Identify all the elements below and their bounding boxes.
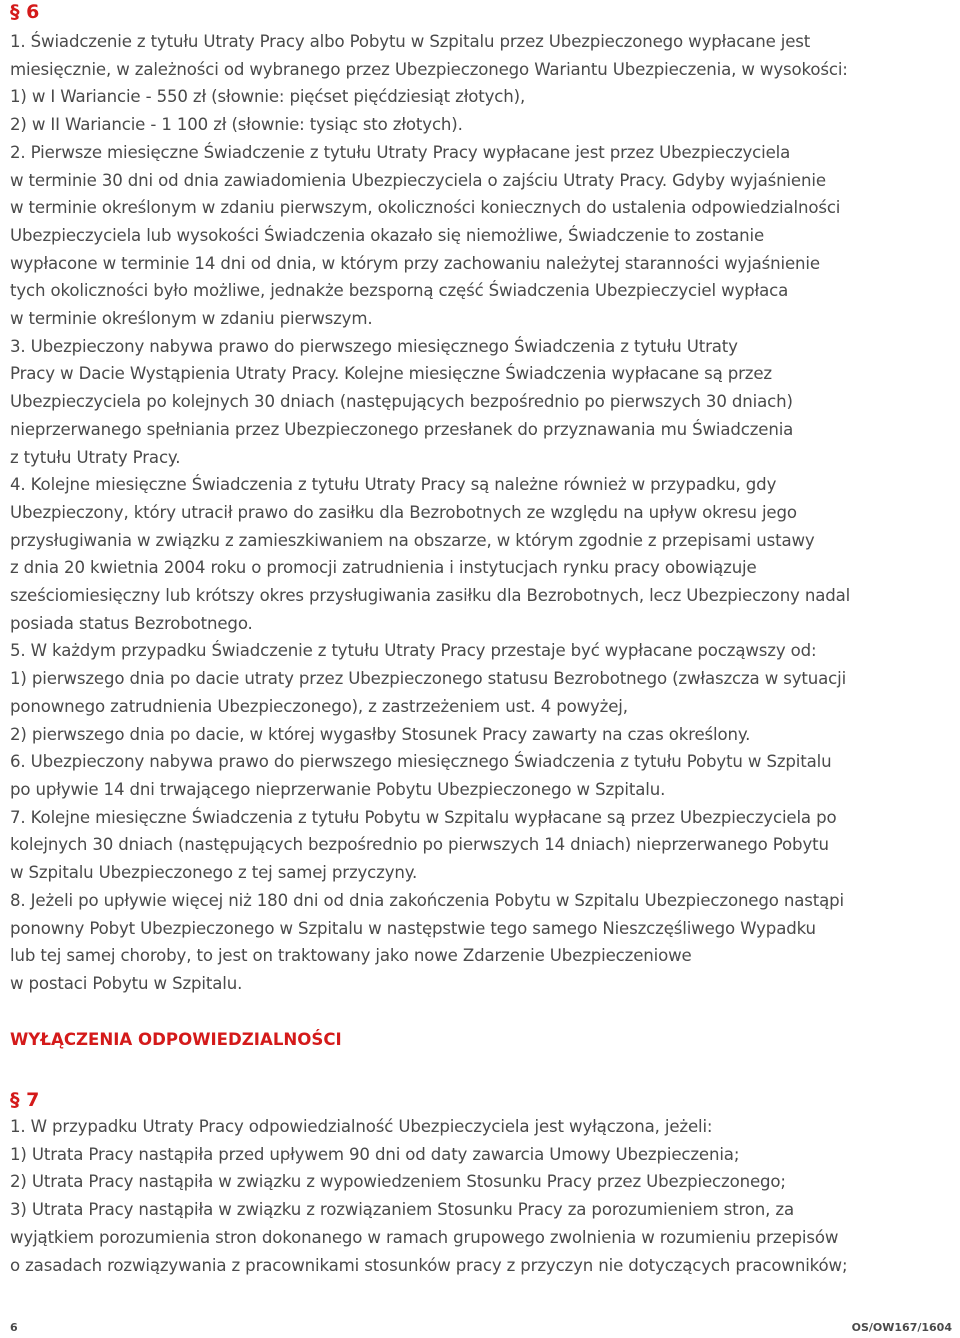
text-line: tych okoliczności było możliwe, jednakże bezsporną część Świadczenia Ubezpieczyciel wypłaca [10,281,789,301]
text-line: w Szpitalu Ubezpieczonego z tej samej przyczyny. [10,863,418,883]
text-line: posiada status Bezrobotnego. [10,613,253,633]
text-line: wypłacone w terminie 14 dni od dnia, w którym przy zachowaniu należytej staranności wyjaśnienie [10,253,820,273]
text-line: kolejnych 30 dniach (następujących bezpośrednio po pierwszych 14 dniach) nieprzerwanego Pobytu [10,835,829,855]
text-line: sześciomiesięczny lub krótszy okres przysługiwania zasiłku dla Bezrobotnych, lecz Ubezpieczony nadal [10,586,851,606]
text-line: 2) Utrata Pracy nastąpiła w związku z wypowiedzeniem Stosunku Pracy przez Ubezpieczonego; [10,1172,786,1192]
text-line: 1) w I Wariancie - 550 zł (słownie: pięćset pięćdziesiąt złotych), [10,87,526,107]
text-line: z dnia 20 kwietnia 2004 roku o promocji zatrudnienia i instytucjach rynku pracy obowiązuje [10,558,757,578]
text-line: 8. Jeżeli po upływie więcej niż 180 dni od dnia zakończenia Pobytu w Szpitalu Ubezpieczonego nastąpi [10,890,844,910]
text-line: 7. Kolejne miesięczne Świadczenia z tytułu Pobytu w Szpitalu wypłacane są przez Ubezpieczyciela po [10,807,837,827]
text-line: przysługiwania w związku z zamieszkiwaniem na obszarze, w którym zgodnie z przepisami ustawy [10,530,815,550]
text-line: po upływie 14 dni trwającego nieprzerwanie Pobytu Ubezpieczonego w Szpitalu. [10,779,666,799]
text-line: 1. W przypadku Utraty Pracy odpowiedzialność Ubezpieczyciela jest wyłączona, jeżeli: [10,1117,713,1136]
text-line: Pracy w Dacie Wystąpienia Utraty Pracy. Kolejne miesięczne Świadczenia wypłacane są przez [10,364,772,384]
text-line: Ubezpieczony, który utracił prawo do zasiłku dla Bezrobotnych ze względu na upływ okresu jego [10,502,797,522]
text-line: 6. Ubezpieczony nabywa prawo do pierwszego miesięcznego Świadczenia z tytułu Pobytu w Szpitalu [10,752,832,772]
footer-page-number: 6 [10,1321,18,1334]
text-line: 2) pierwszego dnia po dacie, w której wygasłby Stosunek Pracy zawarty na czas określony. [10,724,751,744]
text-line: 3. Ubezpieczony nabywa prawo do pierwszego miesięcznego Świadczenia z tytułu Utraty [10,336,738,356]
text-line: 2. Pierwsze miesięczne Świadczenie z tytułu Utraty Pracy wypłacane jest przez Ubezpieczyciela [10,142,791,162]
text-line: lub tej samej choroby, to jest on traktowany jako nowe Zdarzenie Ubezpieczeniowe [10,946,692,966]
section-7-body [10,1113,955,1279]
text-line: Ubezpieczyciela po kolejnych 30 dniach (następujących bezpośrednio po pierwszych 30 dniach) [10,392,793,412]
text-line: w terminie 30 dni od dnia zawiadomienia Ubezpieczyciela o zajściu Utraty Pracy. Gdyby wyjaśnienie [10,170,826,190]
section-6-body [10,28,955,998]
text-line: wyjątkiem porozumienia stron dokonanego w ramach grupowego zwolnienia w rozumieniu przepisów [10,1227,839,1247]
text-line: nieprzerwanego spełniania przez Ubezpieczonego przesłanek do przyznawania mu Świadczenia [10,419,794,439]
text-line: ponowny Pobyt Ubezpieczonego w Szpitalu w następstwie tego samego Nieszczęśliwego Wypadku [10,918,816,938]
section-6-mark: § 6 [10,1,40,23]
text-line: z tytułu Utraty Pracy. [10,447,181,467]
text-line: 1) pierwszego dnia po dacie utraty przez Ubezpieczonego statusu Bezrobotnego (zwłaszcza w sytuacji [10,669,847,689]
text-line: 5. W każdym przypadku Świadczenie z tytułu Utraty Pracy przestaje być wypłacane począwszy od: [10,641,817,661]
text-line: w terminie określonym w zdaniu pierwszym, okoliczności koniecznych do ustalenia odpowiedzialności [10,198,841,218]
text-line: 4. Kolejne miesięczne Świadczenia z tytułu Utraty Pracy są należne również w przypadku, gdy [10,475,777,495]
text-line: w postaci Pobytu w Szpitalu. [10,973,243,993]
text-line: o zasadach rozwiązywania z pracownikami stosunków pracy z przyczyn nie dotyczących pracowników; [10,1255,848,1275]
text-line: 2) w II Wariancie - 1 100 zł (słownie: tysiąc sto złotych). [10,115,463,135]
exclusions-heading: WYŁĄCZENIA ODPOWIEDZIALNOŚCI [10,1030,342,1049]
text-line: 1. Świadczenie z tytułu Utraty Pracy albo Pobytu w Szpitalu przez Ubezpieczonego wypłacane jest [10,32,811,51]
text-line: miesięcznie, w zależności od wybranego przez Ubezpieczonego Wariantu Ubezpieczenia, w wysokości: [10,59,848,79]
text-line: ponownego zatrudnienia Ubezpieczonego), z zastrzeżeniem ust. 4 powyżej, [10,696,628,716]
text-line: w terminie określonym w zdaniu pierwszym. [10,309,373,329]
text-line: 1) Utrata Pracy nastąpiła przed upływem 90 dni od daty zawarcia Umowy Ubezpieczenia; [10,1144,740,1164]
footer-document-code: OS/OW167/1604 [851,1321,952,1334]
section-7-mark: § 7 [10,1089,40,1111]
text-line: Ubezpieczyciela lub wysokości Świadczenia okazało się niemożliwe, Świadczenie to zostanie [10,225,765,245]
text-line: 3) Utrata Pracy nastąpiła w związku z rozwiązaniem Stosunku Pracy za porozumieniem stron, za [10,1200,794,1220]
